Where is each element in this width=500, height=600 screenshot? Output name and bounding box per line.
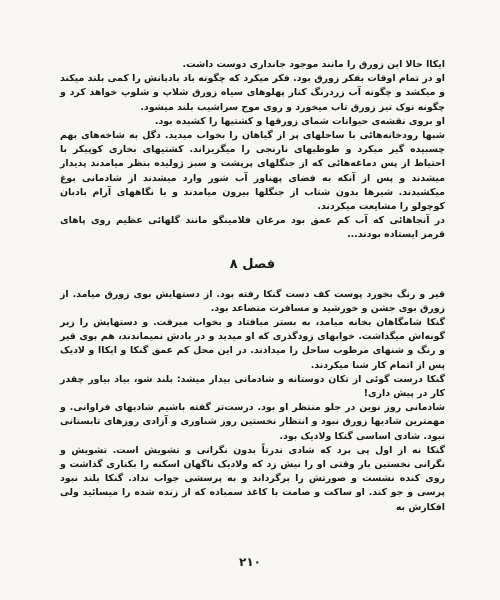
paragraph: قیر و رنگ بخورد پوست کف دست گنکا رفته بود. از دستهایش بوی زورق میامد. از زورق بوی جشن و خورشید و مسافرت متصاعد بود. — [60, 288, 445, 314]
paragraph: شبها رودخانه‌هائی با ساحلهای پر از گیاهان را بخواب میدید. دگل به شاخه‌های بهم چسبیده گیر میکرد و طوطیهای نارنجی را میگریزاند. کشتیهای بخاری کوپیکر با احتیاط از پس دماغه‌هائی که از جنگلهای پرپشت و سبز ژولیده بنظر میامدند پدیدار میشدند و پس از آنکه به فضای پهناور آب شور وارد میشدند از شادمانی بوغ میکشیدند. شیرها بدون شتاب از جنگلها بیرون میامدند و با نگاههای آرام بادبان کوچولو را مشایعت میکردند. — [60, 130, 445, 213]
page-number: ۲۱۰ — [239, 555, 261, 569]
paragraph: شادمانی روز نوین در جلو منتظر او بود. درست‌تر گفته باشیم شادیهای فراوانی. و مهمترین شادیها زورق نبود و انتظار نخستین روز شناوری و آزادی روزهای تابستانی نبود. شادی اساسی گنکا ولادیک بود. — [60, 402, 445, 442]
paragraph: ایکاا حالا این زورق را مانند موجود جانداری دوست داشت. — [182, 59, 445, 70]
paragraph: او بروی نقشه‌ی حیوانات شمای زورقها و کشتیها را کشیده بود. — [154, 115, 445, 127]
paragraph: او در تمام اوقات بفکر زورق بود. فکر میکرد که چگونه باد بادبانش را کمی بلند میکند و میکشد و چگونه آب زردرنگ کنار پهلوهای سیاه زورق شلاپ و شلوپ خواهد کرد و چگونه نوک تیز زورق تاب میخورد و روی موج سراشیب بلند میشود. — [60, 73, 445, 113]
paragraph: گنکا درست گوئی از تکان دوستانه و شادمانی بیدار میشد: بلند شو، بیاد بیاور چقدر کار در پیش داری! — [60, 373, 445, 400]
chapter-heading: فصل ۸ — [229, 256, 276, 272]
section-1 — [60, 58, 445, 243]
page-body — [60, 58, 445, 515]
paragraph: گنکا نه از اول پی برد که شادی ندرتاً بدون نگرانی و تشویش است. تشویش و نگرانی نخستین بار وقتی او را نیش زد که ولادیک ناگهان اسکنه را بکناری گذاشت و روی کنده نشست و صورتش را برگرداند و به پرسشی جواب نداد. گنکا بلند نبود پرسی و جو کند. او ساکت و صامت با کاغذ سمباده که از زنده شده را میسائید ولی افکارش به — [60, 444, 445, 513]
paragraph: گنکا شامگاهان بخانه میامد، به بستر میافتاد و بخواب میرفت. و دستهایش را زیر گونه‌اش میگذاشت. خوابهای زودگذری که او میدید و در یادش نمیماندند، هم بوی قیر و رنگ و شنهای مرطوب ساحل را میدادند. در این محل کم عمق گنکا و ایکاا و لادیک پس از اتمام کار شنا میکردند. — [60, 317, 445, 371]
section-2 — [60, 288, 445, 515]
paragraph: در آنجاهائی که آب کم عمق بود مرغان فلامینگو مانند گلهائی عظیم روی پاهای قرمز ایستاده بودند... — [60, 215, 445, 241]
